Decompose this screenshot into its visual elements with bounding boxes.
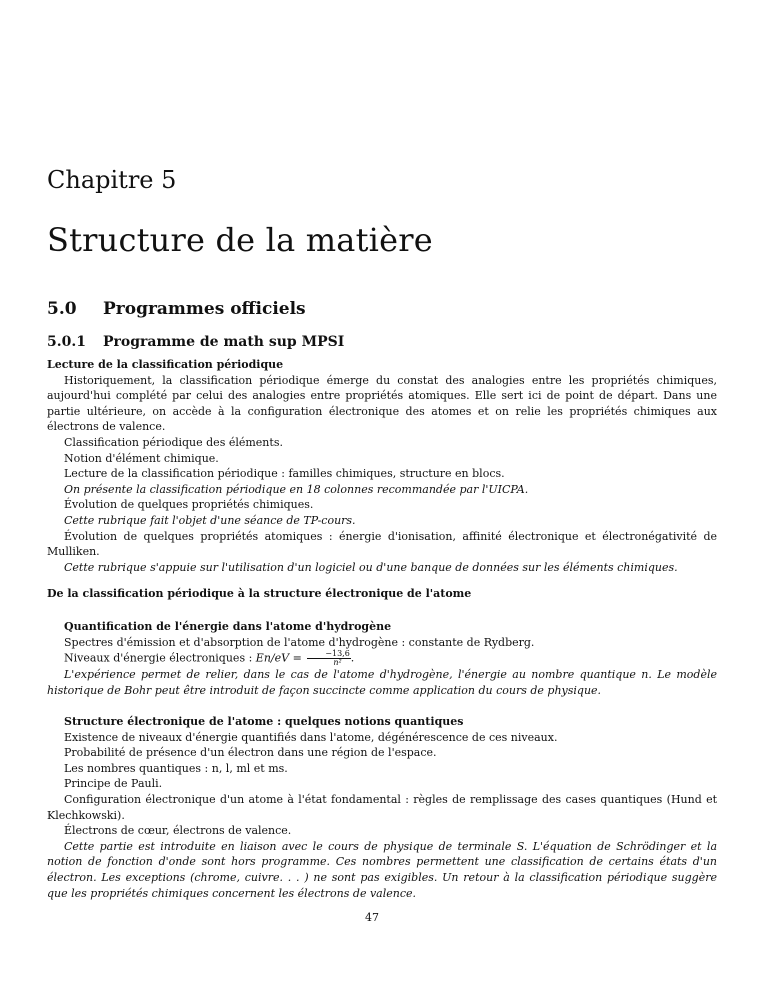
list-item: Lecture de la classification périodique : familles chimiques, structure en blocs. [64,467,505,481]
subsection-title: Programme de math sup MPSI [103,334,345,350]
formula-denominator: n² [333,658,342,668]
page-number: 47 [365,911,379,924]
paragraph: Historiquement, la classification périodique émerge du constat des analogies entre les propriétés chimiques, aujourd'hui complété par celui des analogies entre propriétés atomiques. Elle sert ici de point de départ. Dans une partie ultérieure, on accède à la configuration électronique des atomes et on relie les propriétés chimiques aux électrons de valence. [47,373,717,434]
formula-fraction [307,650,351,667]
part-lecture-classification [47,357,717,575]
section-number: 5.0 [47,299,77,319]
formula-lhs: En/eV = [255,651,306,665]
list-item: Évolution de quelques propriétés chimiques. [64,498,314,512]
formula-numerator: −13,6 [307,650,351,659]
list-item: Les nombres quantiques : n, l, ml et ms. [64,761,288,775]
italic-note: Cette partie est introduite en liaison avec le cours de physique de terminale S. L'équation de Schrödinger et la notion de fonction d'onde sont hors programme. Ces nombres permettent une classification de certains états d'un électron. Les exceptions (chrome, cuivre. . . ) ne sont pas exigibles. Un retour à la classification périodique suggère que les propriétés chimiques concernent les électrons de valence. [47,839,717,900]
italic-note: On présente la classification périodique en 18 colonnes recommandée par l'UICPA. [64,482,529,496]
part-heading: Lecture de la classification périodique [47,358,284,371]
part-heading-structure: De la classification périodique à la structure électronique de l'atome [47,587,472,600]
part-heading: Quantification de l'énergie dans l'atome d'hydrogène [64,620,392,633]
list-item: Principe de Pauli. [64,777,163,791]
chapter-label: Chapitre 5 [47,166,177,194]
list-item: Spectres d'émission et d'absorption de l'atome d'hydrogène : constante de Rydberg. [64,635,535,649]
energy-formula-line [47,650,717,667]
section-title: Programmes officiels [103,299,306,319]
italic-note: L'expérience permet de relier, dans le cas de l'atome d'hydrogène, l'énergie au nombre quantique n. Le modèle historique de Bohr peut être introduit de façon succincte comme application du cours de physique. [47,668,717,697]
list-item: Électrons de cœur, électrons de valence. [64,824,292,838]
list-item: Configuration électronique d'un atome à l'état fondamental : règles de remplissage des cases quantiques (Hund et Klechkowski). [47,792,717,822]
subsection-heading [47,334,344,350]
formula-suffix: . [350,651,355,665]
formula-prefix: Niveaux d'énergie électroniques : [64,651,256,665]
list-item: Existence de niveaux d'énergie quantifiés dans l'atome, dégénérescence de ces niveaux. [64,730,558,744]
part-heading: Structure électronique de l'atome : quelques notions quantiques [64,715,464,728]
section-heading [47,299,306,319]
chapter-title: Structure de la matière [47,221,433,259]
subsection-number: 5.0.1 [47,334,86,350]
list-item: Notion d'élément chimique. [64,451,219,465]
part-quantification [47,619,717,698]
list-item: Classification périodique des éléments. [64,435,283,449]
italic-note: Cette rubrique s'appuie sur l'utilisation d'un logiciel ou d'une banque de données sur les éléments chimiques. [64,560,678,574]
list-item: Évolution de quelques propriétés atomiques : énergie d'ionisation, affinité électronique et électronégativité de Mulliken. [47,529,717,559]
part-structure-electronique [47,714,717,901]
list-item: Probabilité de présence d'un électron dans une région de l'espace. [64,746,437,760]
italic-note: Cette rubrique fait l'objet d'une séance de TP-cours. [64,513,356,527]
